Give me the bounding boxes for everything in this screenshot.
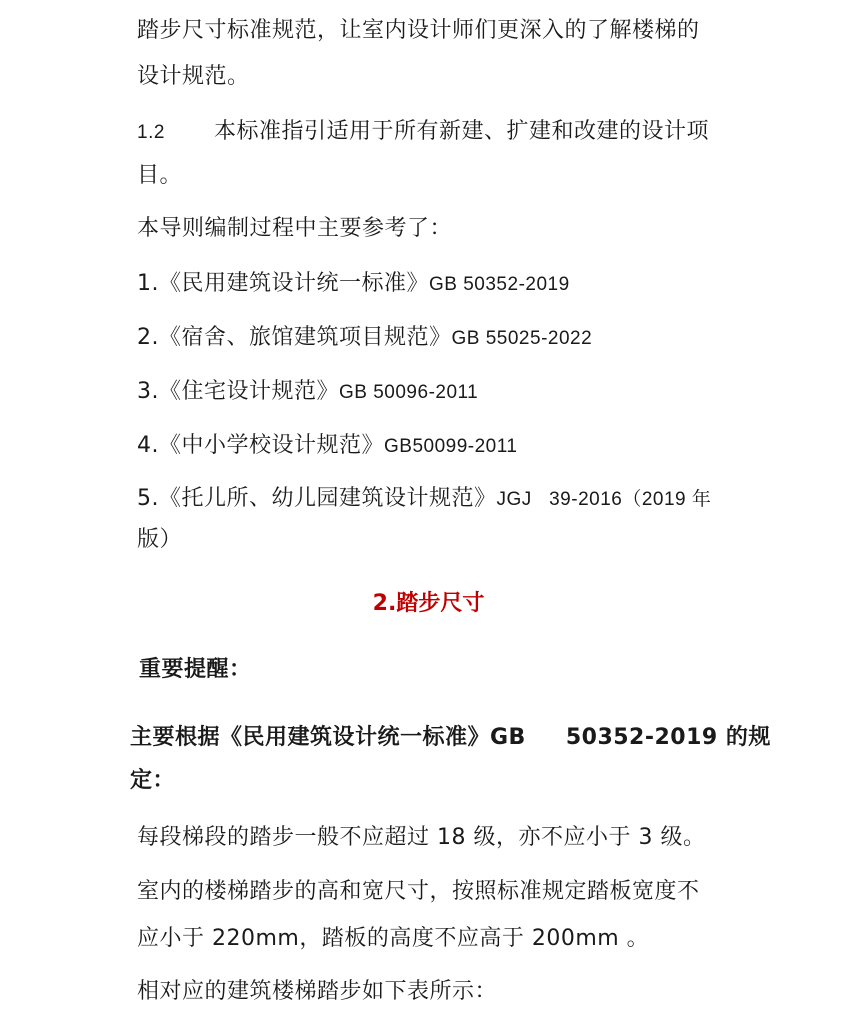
important-reminder: 重要提醒： [139,657,252,682]
reference-code: JGJ 39-2016（2019 年 [496,489,712,510]
basis-line-1 [130,723,771,753]
reference-label: 4.《中小学校设计规范》 [137,433,384,458]
section-1-2-text: 本标准指引适用于所有新建、扩建和改建的设计项 [214,119,710,144]
intro-line-2: 设计规范。 [137,64,250,89]
basis-line-2: 定： [130,768,176,793]
table-intro: 相对应的建筑楼梯踏步如下表所示： [137,979,498,1004]
reference-code: GB 55025-2022 [451,328,593,349]
section-2-title: 2.踏步尺寸 [372,591,485,616]
reference-item-3 [137,377,478,408]
basis-code: 50352-2019 的规 [565,725,771,750]
reference-code: GB 50096-2011 [339,382,479,403]
reference-item-5-tail: 版） [137,527,183,552]
reference-label: 3.《住宅设计规范》 [137,379,339,404]
references-intro: 本导则编制过程中主要参考了： [137,216,453,241]
reference-label: 1.《民用建筑设计统一标准》 [137,271,429,296]
rule-dimensions-line-1: 室内的楼梯踏步的高和宽尺寸，按照标准规定踏板宽度不 [137,879,700,904]
basis-prefix: 主要根据《民用建筑设计统一标准》GB [130,725,526,750]
reference-code: GB50099-2011 [384,436,518,457]
reference-label: 2.《宿舍、旅馆建筑项目规范》 [137,325,452,350]
rule-steps-count: 每段梯段的踏步一般不应超过 18 级，亦不应小于 3 级。 [137,825,706,850]
section-1-2-number: 1.2 [137,122,165,143]
section-1-2-line-1 [137,117,709,148]
reference-label: 5.《托儿所、幼儿园建筑设计规范》 [137,486,497,511]
reference-item-4 [137,431,517,462]
intro-line-1: 踏步尺寸标准规范，让室内设计师们更深入的了解楼梯的 [137,18,700,43]
reference-item-2 [137,323,592,354]
reference-item-5 [137,484,711,515]
rule-dimensions-line-2: 应小于 220mm，踏板的高度不应高于 200mm 。 [137,926,650,951]
section-1-2-line-2: 目。 [137,163,183,188]
reference-code: GB 50352-2019 [429,274,570,295]
reference-item-1 [137,269,570,300]
